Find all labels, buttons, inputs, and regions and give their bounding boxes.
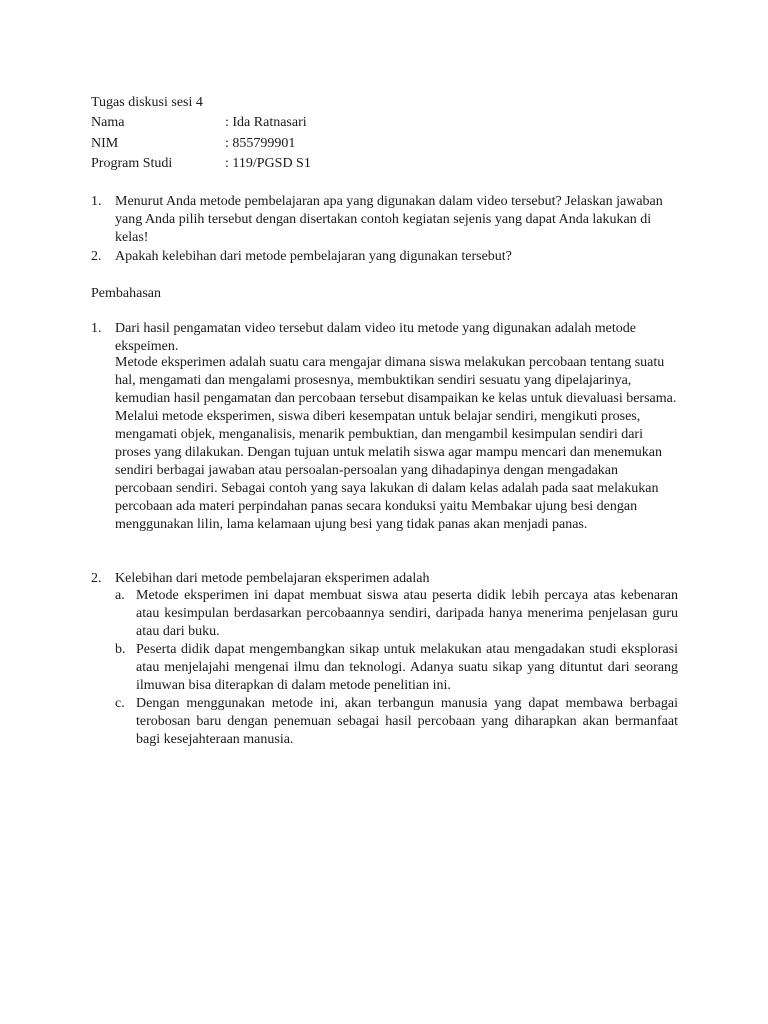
answer-number: 1. xyxy=(91,321,102,336)
answer-2-intro: Kelebihan dari metode pembelajaran eksperimen adalah xyxy=(115,571,430,586)
discussion-heading: Pembahasan xyxy=(91,286,161,301)
field-program-studi xyxy=(91,155,311,173)
field-label: Nama xyxy=(91,115,125,130)
answer-1-intro: Dari hasil pengamatan video tersebut dalam video itu metode yang digunakan adalah metode ekspeimen. xyxy=(115,321,636,354)
field-value: : 119/PGSD S1 xyxy=(225,156,311,171)
question-number: 2. xyxy=(91,249,102,264)
question-number: 1. xyxy=(91,194,102,209)
field-nim xyxy=(91,135,295,153)
list-letter: c. xyxy=(115,696,125,711)
list-item-text: Metode eksperimen ini dapat membuat siswa atau peserta didik lebih percaya atas kebenaran atau kesimpulan berdasarkan percobaannya sendiri, daripada hanya menerima penjelasan guru atau dari buku. xyxy=(136,588,678,639)
field-label: Program Studi xyxy=(91,156,173,171)
field-value: : Ida Ratnasari xyxy=(225,115,307,130)
list-letter: b. xyxy=(115,642,126,657)
list-item-text: Dengan menggunakan metode ini, akan terbangun manusia yang dapat membawa berbagai terobosan baru dengan penemuan sebagai hasil percobaan yang diharapkan akan bermanfaat bagi kesejahteraan manusia. xyxy=(136,696,678,747)
question-text: Apakah kelebihan dari metode pembelajaran yang digunakan tersebut? xyxy=(115,249,512,264)
list-letter: a. xyxy=(115,588,125,603)
list-item-text: Peserta didik dapat mengembangkan sikap untuk melakukan atau mengadakan studi eksplorasi atau menjelajahi mengenai ilmu dan teknologi. Adanya suatu sikap yang dituntut dari seorang ilmuwan bisa diterapkan di dalam metode penelitian ini. xyxy=(136,642,678,693)
answer-number: 2. xyxy=(91,571,102,586)
question-text: Menurut Anda metode pembelajaran apa yang digunakan dalam video tersebut? Jelaskan jawaban yang Anda pilih tersebut dengan disertakan contoh kegiatan sejenis yang dapat Anda lakukan di kelas! xyxy=(115,194,663,245)
document-title: Tugas diskusi sesi 4 xyxy=(91,95,203,110)
field-value: : 855799901 xyxy=(225,136,296,151)
field-nama xyxy=(91,114,307,132)
field-label: NIM xyxy=(91,136,119,151)
answer-1-body: Metode eksperimen adalah suatu cara mengajar dimana siswa melakukan percobaan tentang suatu hal, mengamati dan mengalami prosesnya, membuktikan sendiri sesuatu yang dipelajarinya, kemudian hasil pengamatan dan percobaan tersebut disampaikan ke kelas untuk dievaluasi bersama. Melalui metode eksperimen, siswa diberi kesempatan untuk belajar sendiri, mengikuti proses, mengamati objek, menganalisis, menarik pembuktian, dan mengambil kesimpulan sendiri dari proses yang dilakukan. Dengan tujuan untuk melatih siswa agar mampu mencari dan menemukan sendiri berbagai jawaban atau persoalan-persoalan yang dihadapinya dengan mengadakan percobaan sendiri. Sebagai contoh yang saya lakukan di dalam kelas adalah pada saat melakukan percobaan ada materi perpindahan panas secara konduksi yaitu Membakar ujung besi dengan menggunakan lilin, lama kelamaan ujung besi yang tidak panas akan menjadi panas. xyxy=(115,355,677,532)
